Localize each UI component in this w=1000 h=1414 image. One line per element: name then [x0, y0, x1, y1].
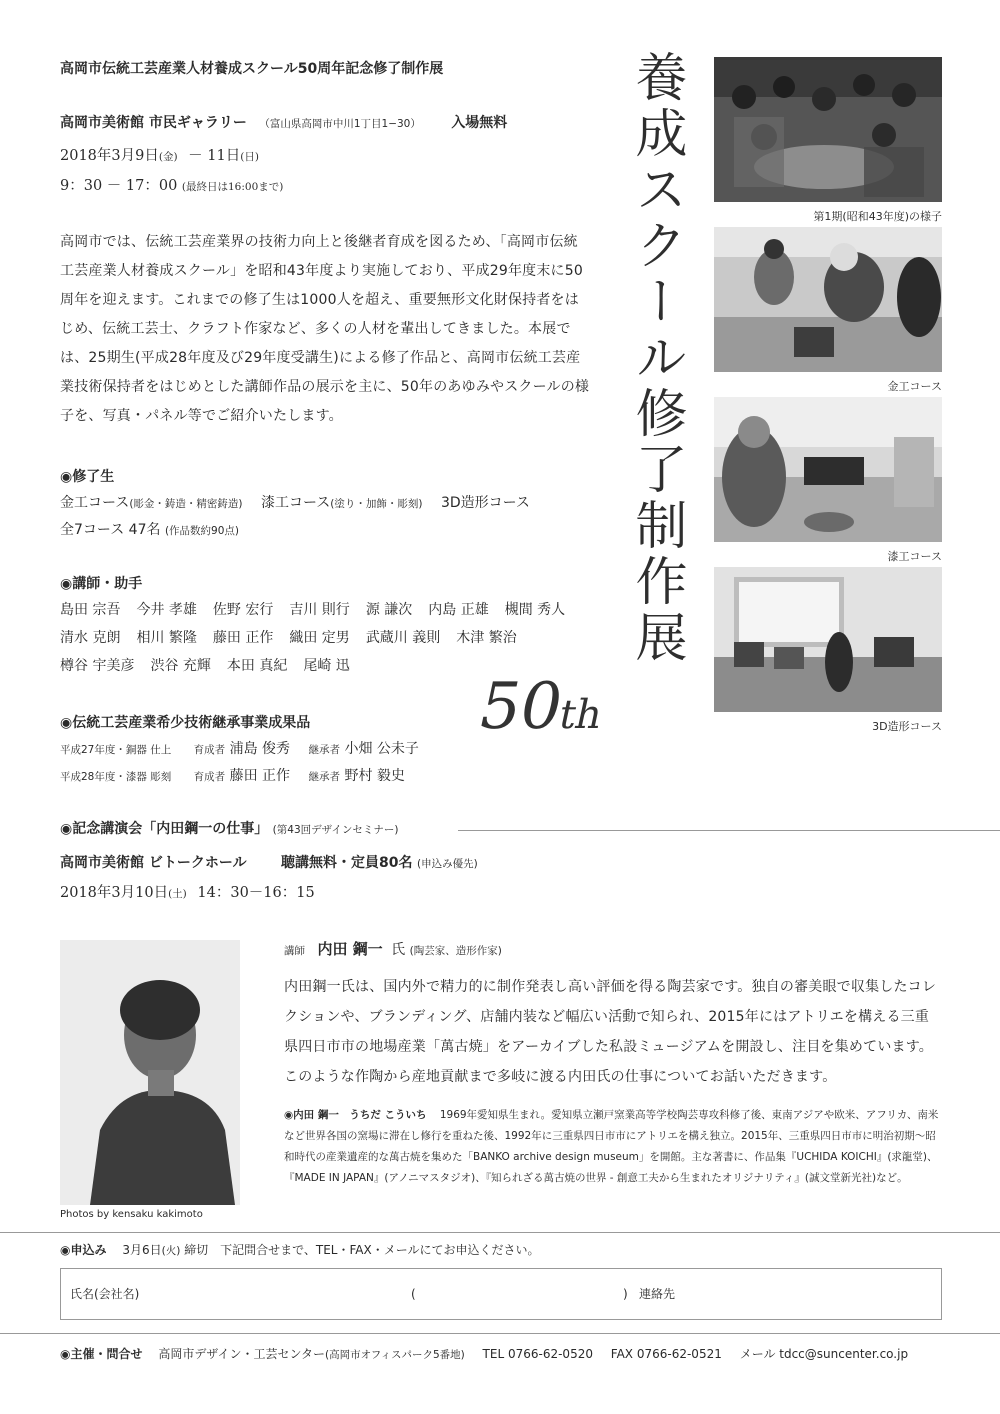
photo-credit: Photos by kensaku kakimoto	[60, 1209, 203, 1220]
lecture-date-line	[60, 886, 315, 901]
speaker-label: 講師	[284, 945, 305, 957]
paren-open: (	[411, 1287, 416, 1301]
rare-year: 平成28年度・漆器 彫刻	[60, 771, 172, 783]
application-heading: ◉申込み	[60, 1243, 107, 1257]
anniversary-mark	[472, 670, 611, 744]
instructor-name: 槻間 秀人	[504, 602, 566, 618]
instructor-name: 佐野 宏行	[212, 602, 274, 618]
time-text: 9：30 － 17：00	[60, 178, 178, 194]
course-metal-note: (彫金・鋳造・精密鋳造)	[129, 498, 243, 510]
venue-name: 高岡市美術館 市民ギャラリー	[60, 115, 247, 131]
contact-field-label: 連絡先	[639, 1287, 676, 1301]
speaker-suffix: 氏	[391, 942, 406, 958]
lecture-time: 14：30－16：15	[197, 885, 315, 901]
instructors-row-2	[60, 631, 533, 645]
lecture-fee: 聴講無料・定員80名	[281, 855, 413, 871]
rare-successor: 小畑 公未子	[344, 741, 419, 757]
intro-paragraph: 高岡市では、伝統工芸産業界の技術力向上と後継者育成を図るため、「高岡市伝統工芸産業人材養成スクール」を昭和43年度より実施しており、平成29年度末に50周年を迎えます。これまでの修了生は1000人を超え、重要無形文化財保持者をはじめ、伝統工芸士、クラフト作家など、多くの人材を輩出してきました。本展では、25期生(平成28年度及び29年度受講生)による修了作品と、高岡市伝統工芸産業技術保持者をはじめとした講師作品の展示を主に、50年のあゆみやスクールの様子を、写真・パネル等でご紹介いたします。	[60, 234, 590, 424]
footer-org-address: (高岡市オフィスパーク5番地)	[325, 1349, 465, 1361]
instructor-name: 織田 定男	[289, 630, 350, 646]
event-subtitle: 高岡市伝統工芸産業人材養成スクール50周年記念修了制作展	[60, 61, 444, 77]
photo-lacquer-course-image	[714, 397, 942, 542]
lecture-heading: ◉記念講演会「内田鋼一の仕事」	[60, 821, 269, 837]
instructor-name: 藤田 正作	[212, 630, 274, 646]
application-deadline: 3月6日	[122, 1243, 162, 1257]
footer-mail[interactable]: メール tdcc@suncenter.co.jp	[739, 1347, 909, 1361]
application-line	[60, 1244, 539, 1257]
lecture-fee-note: (申込み優先)	[416, 858, 478, 870]
lecture-divider	[458, 830, 1000, 831]
speaker-photo-image	[60, 940, 240, 1205]
bio-name: ◉内田 鋼一 うちだ こういち	[284, 1109, 427, 1121]
total-note: (作品数約90点)	[164, 525, 239, 537]
instructor-name: 相川 繁隆	[136, 630, 197, 646]
rare-successor-label: 継承者	[308, 744, 341, 756]
instructor-name: 尾崎 迅	[303, 658, 350, 674]
rare-trainer-label: 育成者	[193, 744, 226, 756]
photo-metal-course	[714, 227, 942, 372]
course-lacquer-note: (塗り・加飾・彫刻)	[330, 498, 423, 510]
instructor-name: 清水 克朗	[60, 630, 121, 646]
rare-trainer: 藤田 正作	[229, 768, 291, 784]
photo-lacquer-course	[714, 397, 942, 542]
footer-line	[60, 1348, 908, 1361]
date-text: 2018年3月9日	[60, 148, 159, 164]
lecture-date-day: (土)	[168, 888, 187, 900]
application-form[interactable]	[60, 1268, 942, 1320]
time-note: (最終日は16:00まで)	[181, 181, 284, 193]
photo-caption-3: 漆工コース	[887, 550, 942, 563]
photo-caption-2: 金工コース	[887, 380, 942, 393]
instructor-name: 今井 孝雄	[136, 602, 197, 618]
admission-free: 入場無料	[451, 115, 508, 131]
photo-caption-4: 3D造形コース	[872, 720, 942, 733]
application-deadline-day: (火)	[161, 1245, 181, 1257]
rare-row-1	[60, 742, 419, 756]
speaker-role: (陶芸家、造形作家)	[409, 945, 502, 957]
instructors-row-1	[60, 603, 581, 617]
instructor-name: 島田 宗吾	[60, 602, 121, 618]
photo-metal-course-image	[714, 227, 942, 372]
instructor-name: 樽谷 宇美彦	[60, 658, 135, 674]
name-field-label: 氏名(会社名)	[70, 1287, 140, 1301]
lecture-date: 2018年3月10日	[60, 885, 169, 901]
footer-fax: FAX 0766-62-0521	[610, 1347, 722, 1361]
speaker-photo	[60, 940, 240, 1205]
graduates-total	[60, 523, 239, 537]
rare-trainer-label: 育成者	[193, 771, 226, 783]
footer-org: 高岡市デザイン・工芸センター	[158, 1347, 325, 1361]
instructor-name: 武蔵川 義則	[365, 630, 441, 646]
photo-caption-1: 第1期(昭和43年度)の様子	[813, 210, 942, 223]
bio-text: 1969年愛知県生まれ。愛知県立瀬戸窯業高等学校陶芸専攻科修了後、東南アジアや欧米、アフリカ、南米など世界各国の窯場に滞在し修行を重ねた後、1992年に三重県四日市市にアトリエを構え独立。2015年、三重県四日市市に明治初期～昭和時代の産業遺産的な萬古焼を集めた「BANKO archive design museum」を開館。主な著書に、作品集『UCHIDA KOICHI』(求龍堂)、『MADE IN JAPAN』(アノニマスタジオ)、『知られざる萬古焼の世界 - 創意工夫から生まれたオリジナリティ』(誠文堂新光社)など。	[284, 1109, 939, 1184]
rare-successor: 野村 毅史	[344, 768, 405, 784]
instructors-heading: ◉講師・助手	[60, 576, 143, 592]
lecture-heading-line	[60, 822, 399, 836]
instructor-name: 内島 正雄	[428, 602, 489, 618]
speaker-bio	[284, 1105, 944, 1189]
rare-trainer: 浦島 俊秀	[229, 741, 291, 757]
footer-tel: TEL 0766-62-0520	[482, 1347, 593, 1361]
rare-successor-label: 継承者	[308, 771, 341, 783]
lecture-heading-note: (第43回デザインセミナー)	[272, 824, 399, 836]
instructors-row-3	[60, 659, 366, 673]
graduates-courses	[60, 496, 530, 510]
instructor-name: 本田 真紀	[226, 658, 288, 674]
anniversary-suffix: th	[554, 692, 607, 738]
instructor-name: 木津 繁治	[456, 630, 517, 646]
rare-row-2	[60, 769, 405, 783]
venue-line	[60, 116, 507, 130]
photo-3d-course	[714, 567, 942, 712]
rare-year: 平成27年度・銅器 仕上	[60, 744, 172, 756]
footer-divider	[0, 1333, 1000, 1334]
lecture-description: 内田鋼一氏は、国内外で精力的に制作発表し高い評価を得る陶芸家です。独自の審美眼で収集したコレクションや、ブランディング、店舗内装など幅広い活動で知られ、2015年にはアトリエを構える三重県四日市市の地場産業「萬古焼」をアーカイブした私設ミュージアムを開設し、注目を集めています。このような作陶から産地貢献まで多岐に渡る内田氏の仕事についてお話いただきます。	[284, 979, 937, 1085]
application-instructions: 締切 下記問合せまで、TEL・FAX・メールにてお申込ください。	[184, 1243, 540, 1257]
exhibition-time	[60, 179, 283, 194]
date-day-1: (金)	[158, 151, 178, 163]
instructor-name: 源 謙次	[365, 602, 413, 618]
photo-3d-course-image	[714, 567, 942, 712]
lecture-venue: 高岡市美術館 ビトークホール	[60, 855, 247, 871]
venue-address: （富山県高岡市中川1丁目1−30）	[259, 118, 421, 130]
speaker-name: 内田 鋼一	[317, 940, 383, 958]
course-metal: 金工コース	[60, 495, 130, 511]
total-count: 全7コース 47名	[60, 522, 161, 538]
rare-heading: ◉伝統工芸産業希少技術継承事業成果品	[60, 715, 311, 731]
exhibition-date	[60, 149, 259, 164]
date-day-2: (日)	[240, 151, 259, 163]
date-end: － 11日	[188, 148, 241, 164]
paren-close: )	[623, 1287, 628, 1301]
course-3d: 3D造形コース	[440, 495, 530, 511]
photo-first-term-image	[714, 57, 942, 202]
lecture-venue-line	[60, 856, 478, 870]
footer-heading: ◉主催・問合せ	[60, 1347, 143, 1361]
course-lacquer: 漆工コース	[260, 495, 331, 511]
graduates-heading: ◉修了生	[60, 469, 115, 485]
application-divider	[0, 1232, 1000, 1233]
photo-first-term	[714, 57, 942, 202]
main-title-vertical: 養成スクール修了制作展	[626, 50, 686, 666]
instructor-name: 渋谷 充輝	[150, 658, 211, 674]
instructor-name: 吉川 則行	[289, 602, 350, 618]
speaker-line	[284, 942, 502, 957]
anniversary-number: 50	[472, 670, 570, 744]
